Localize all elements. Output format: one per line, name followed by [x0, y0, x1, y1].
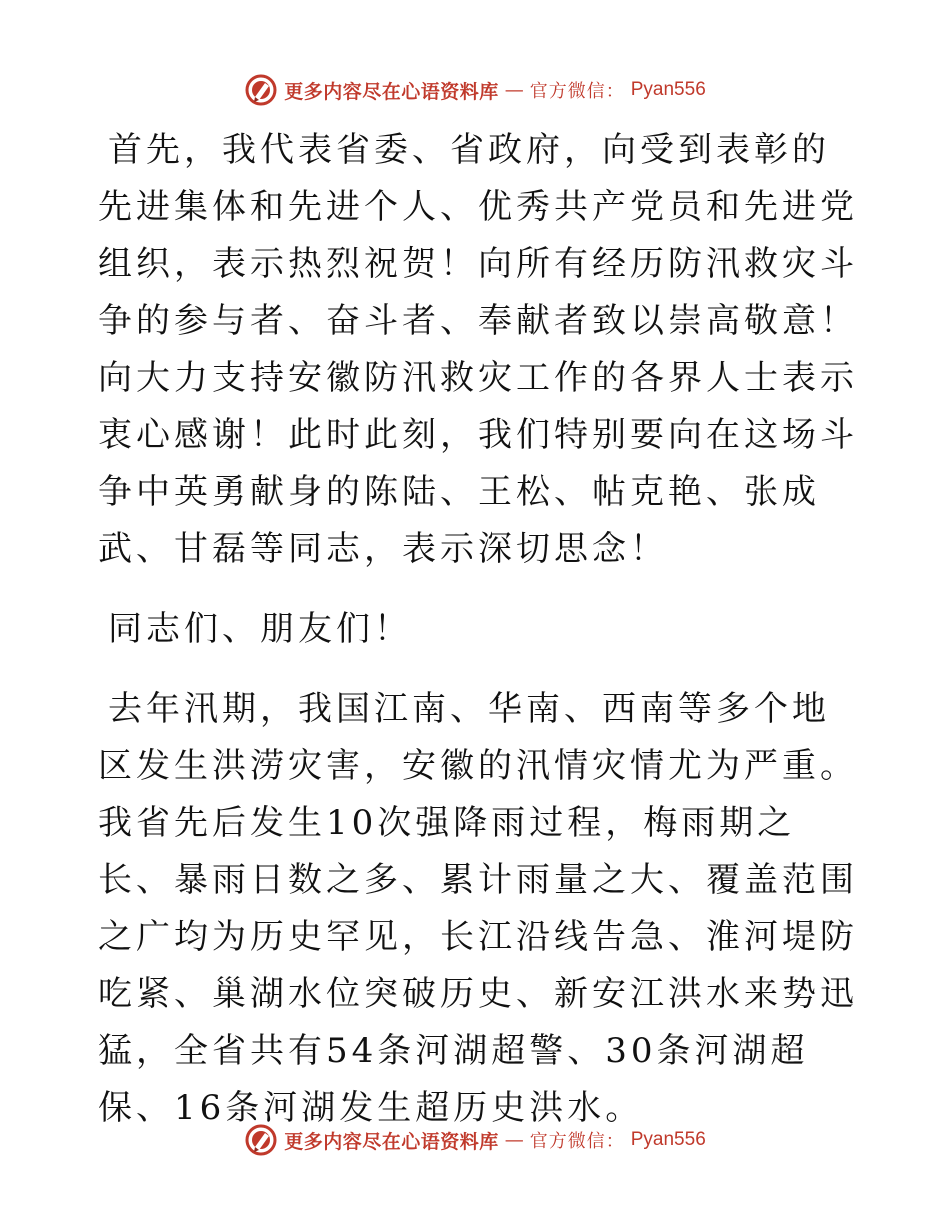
banner-wechat-id: Pyan556	[630, 79, 706, 100]
paragraph-opening: 首先，我代表省委、省政府，向受到表彰的先进集体和先进个人、优秀共产党员和先进党组织，表示热烈祝贺！向所有经历防汛救灾斗争的参与者、奋斗者、奉献者致以崇高敬意！向大力支持安徽防汛救灾工作的各界人士表示衷心感谢！此时此刻，我们特别要向在这场斗争中英勇献身的陈陆、王松、帖克艳、张成武、甘磊等同志，表示深切思念！	[98, 130, 858, 569]
banner-separator: —	[504, 1129, 524, 1151]
banner-brand-text: 更多内容尽在心语资料库	[284, 80, 499, 103]
paragraph-salutation: 同志们、朋友们！	[108, 609, 412, 649]
document-body	[98, 122, 858, 1137]
header-watermark-banner	[0, 72, 950, 108]
banner-brand-text: 更多内容尽在心语资料库	[284, 1130, 499, 1153]
paragraph-flood-summary: 去年汛期，我国江南、华南、西南等多个地区发生洪涝灾害，安徽的汛情灾情尤为严重。我省先后发生10次强降雨过程，梅雨期之长、暴雨日数之多、累计雨量之大、覆盖范围之广均为历史罕见，长江沿线告急、淮河堤防吃紧、巢湖水位突破历史、新安江洪水来势迅猛，全省共有54条河湖超警、30条河湖超保、16条河湖发生超历史洪水。	[98, 689, 858, 1128]
banner-wechat-label: 官方微信：	[529, 1131, 625, 1152]
banner-wechat-label: 官方微信：	[529, 81, 625, 102]
banner-wechat-id: Pyan556	[630, 1129, 706, 1150]
pen-nib-circle-icon	[244, 1123, 278, 1157]
pen-nib-circle-icon	[244, 73, 278, 107]
banner-separator: —	[504, 79, 524, 101]
footer-watermark-banner	[0, 1122, 950, 1158]
